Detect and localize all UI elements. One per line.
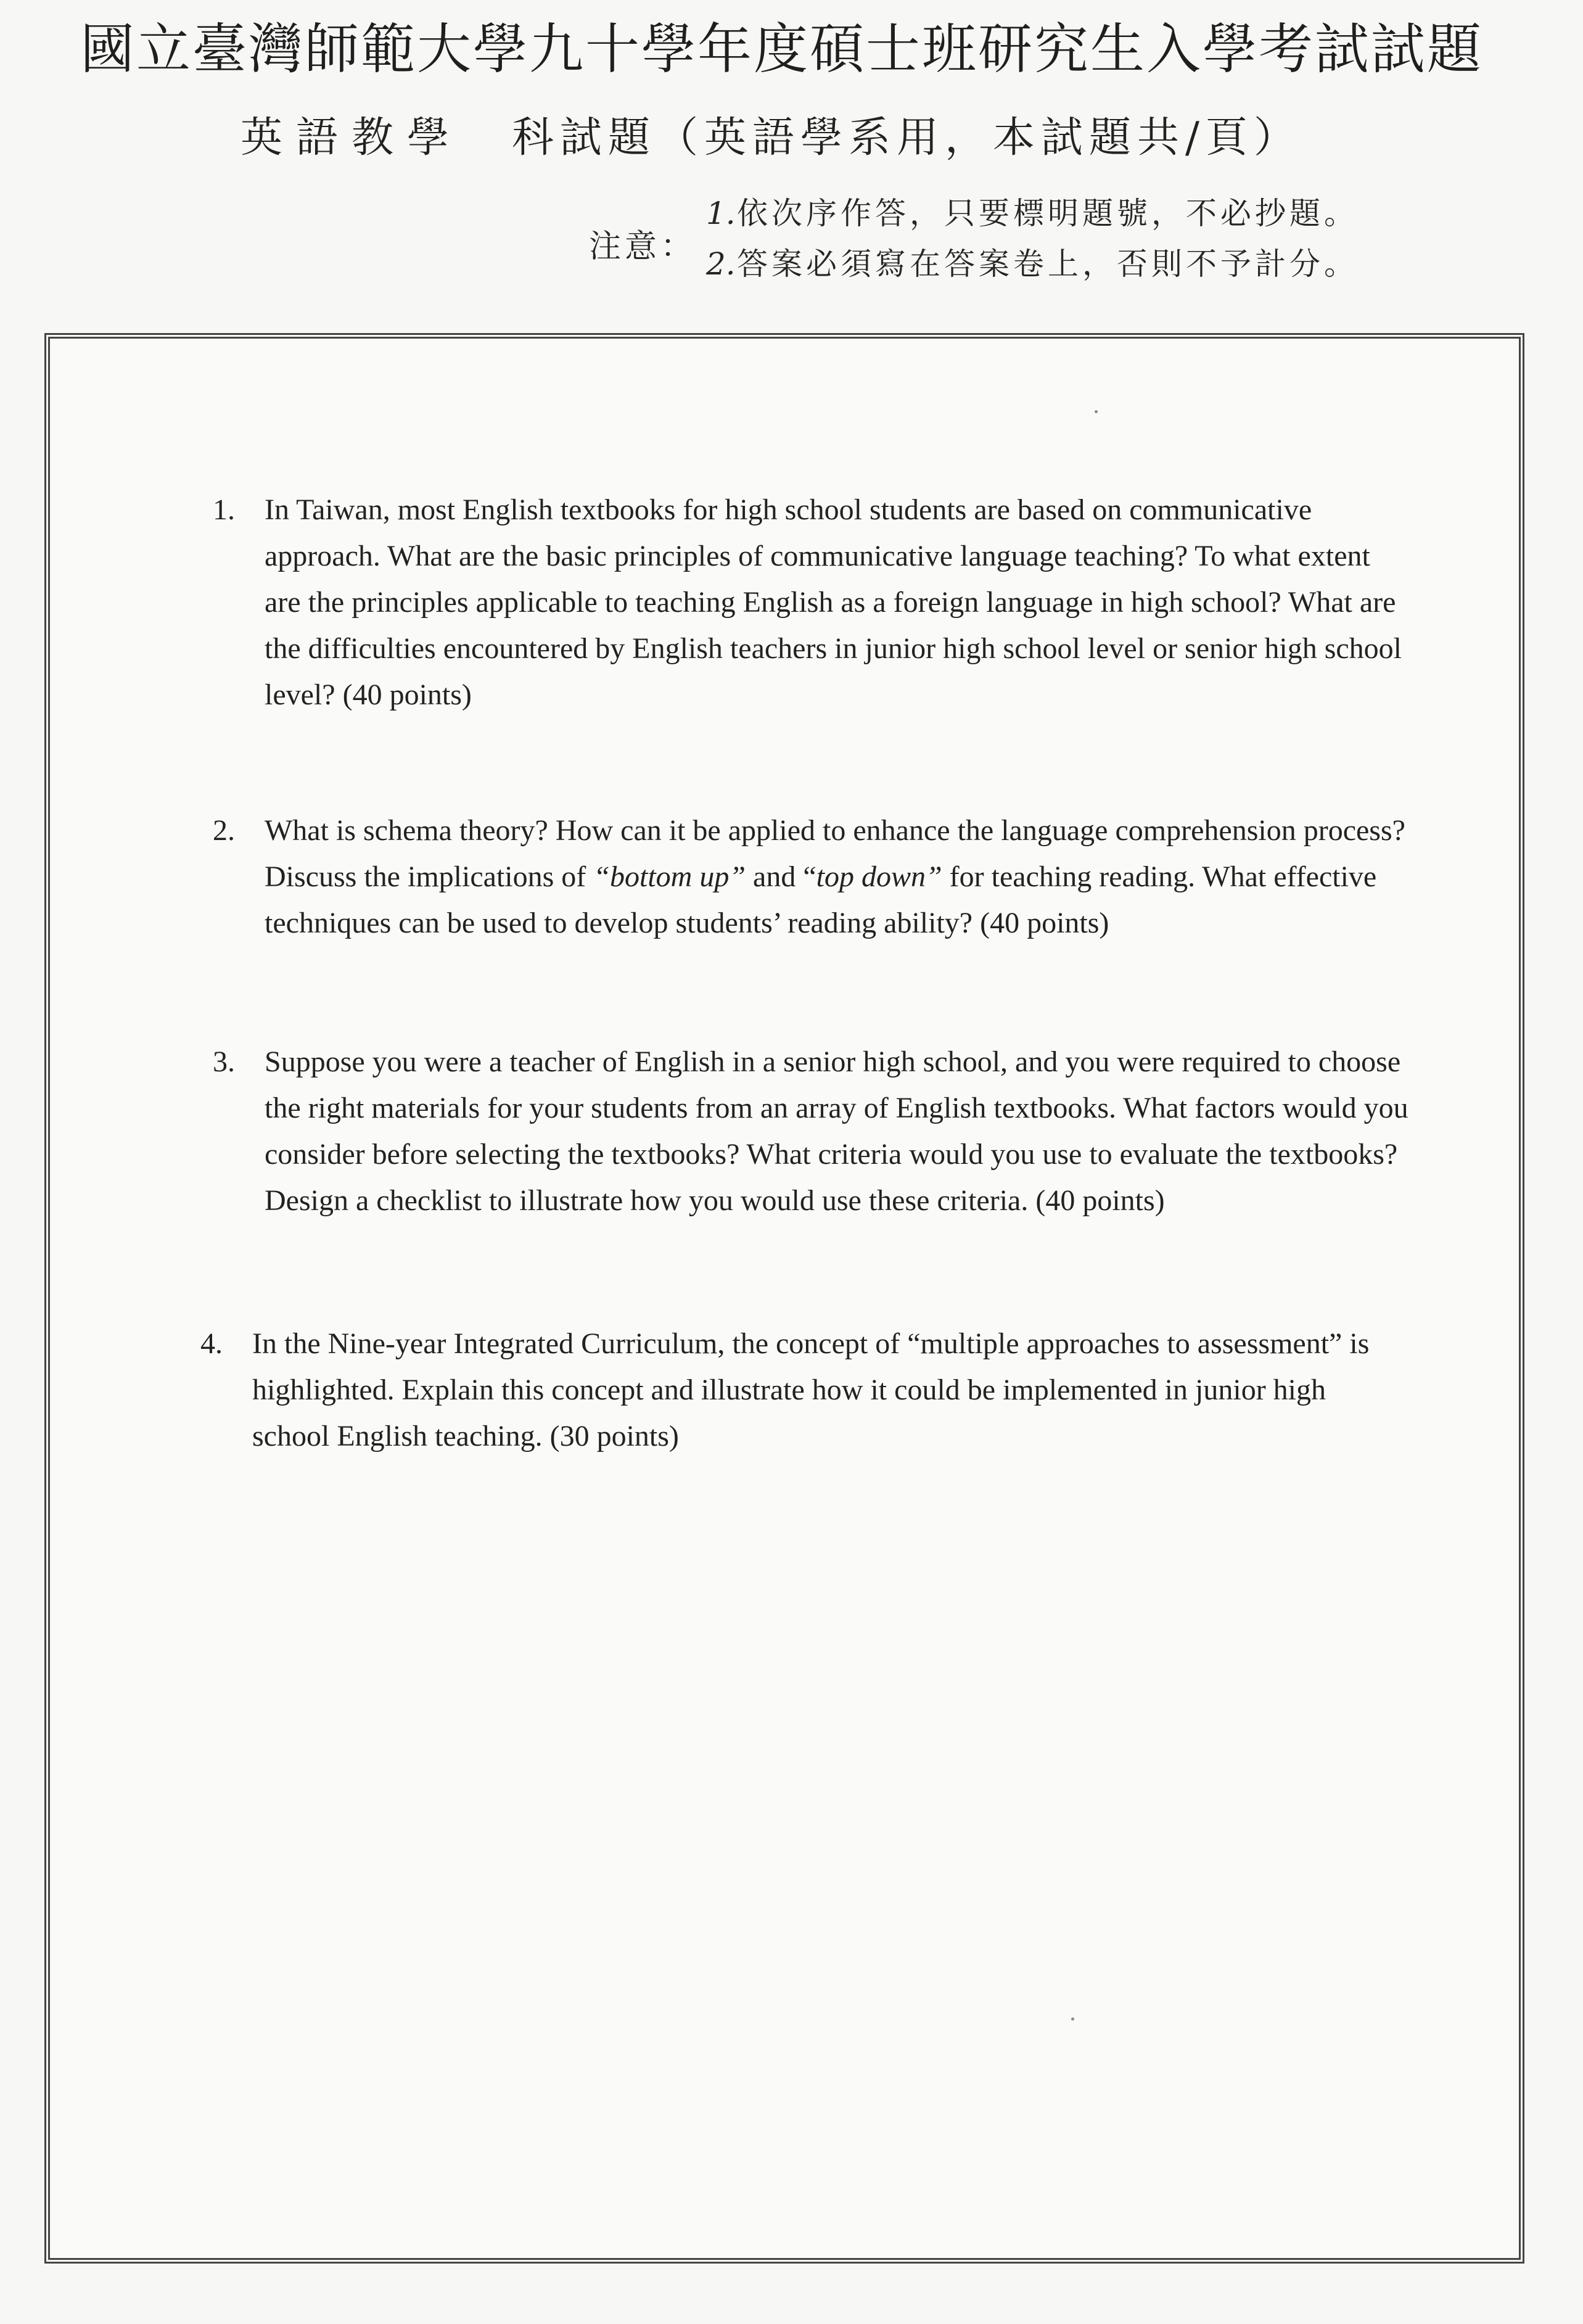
question-list <box>50 339 1519 2258</box>
question-text: Suppose you were a teacher of English in a senior high school, and you were required to choose the right materials for your students from an array of English textbooks. What factors would you consider before selecting the textbooks? What criteria would you use to evaluate the textbooks? Design a checklist to illustrate how you would use these criteria. (40 points) <box>265 1045 1408 1217</box>
question-text-part: for teaching reading. What effective techniques can be used to develop students’ reading ability? (40 points) <box>265 860 1377 939</box>
question-text-italic: “bottom up” <box>593 860 746 893</box>
question-text-part: What is schema theory? How can it be applied to enhance the language comprehension process? Discuss the implications of <box>265 814 1405 893</box>
question-number: 2. <box>213 814 235 847</box>
question-text: In Taiwan, most English textbooks for high school students are based on communicative approach. What are the basic principles of communicative language teaching? To what extent are the principles applicable to teaching English as a foreign language in high school? What are the difficulties encountered by English teachers in junior high school level or senior high school level? (40 points) <box>265 493 1402 711</box>
exam-title: 國立臺灣師範大學九十學年度碩士班研究生入學考試試題 <box>80 17 1484 81</box>
question-item <box>213 807 1412 946</box>
notice-item-number: 1. <box>706 196 736 231</box>
question-text-part: and “ <box>746 860 816 893</box>
question-text <box>265 807 1412 946</box>
scan-speck <box>1095 410 1098 413</box>
exam-subtitle <box>241 109 1302 168</box>
question-number: 1. <box>213 493 235 526</box>
notice-list <box>706 188 1359 289</box>
question-box <box>44 333 1524 2264</box>
notice-item <box>706 188 1359 239</box>
question-number: 3. <box>213 1045 235 1078</box>
notice-item <box>706 239 1359 289</box>
notice-item-number: 2. <box>706 246 736 282</box>
notice-block <box>589 188 1452 293</box>
question-text: In the Nine-year Integrated Curriculum, the concept of “multiple approaches to assessment” is highlighted. Explain this concept and illustrate how it could be implemented in junior high school English teaching. (30 points) <box>252 1327 1370 1452</box>
course-name: 英語教學 <box>241 113 463 162</box>
scan-speck <box>1071 2017 1074 2021</box>
question-text-italic: top down” <box>816 860 942 893</box>
notice-item-text: 依次序作答，只要標明題號，不必抄題。 <box>737 196 1359 231</box>
notice-label: 注意： <box>589 228 697 265</box>
notice-item-text: 答案必須寫在答案卷上，否則不予計分。 <box>737 246 1359 282</box>
question-item <box>200 1321 1399 1459</box>
question-number: 4. <box>200 1327 223 1360</box>
question-item <box>213 1039 1412 1224</box>
question-item <box>213 487 1412 718</box>
course-suffix: 科試題（英語學系用，本試題共/頁） <box>512 113 1302 162</box>
